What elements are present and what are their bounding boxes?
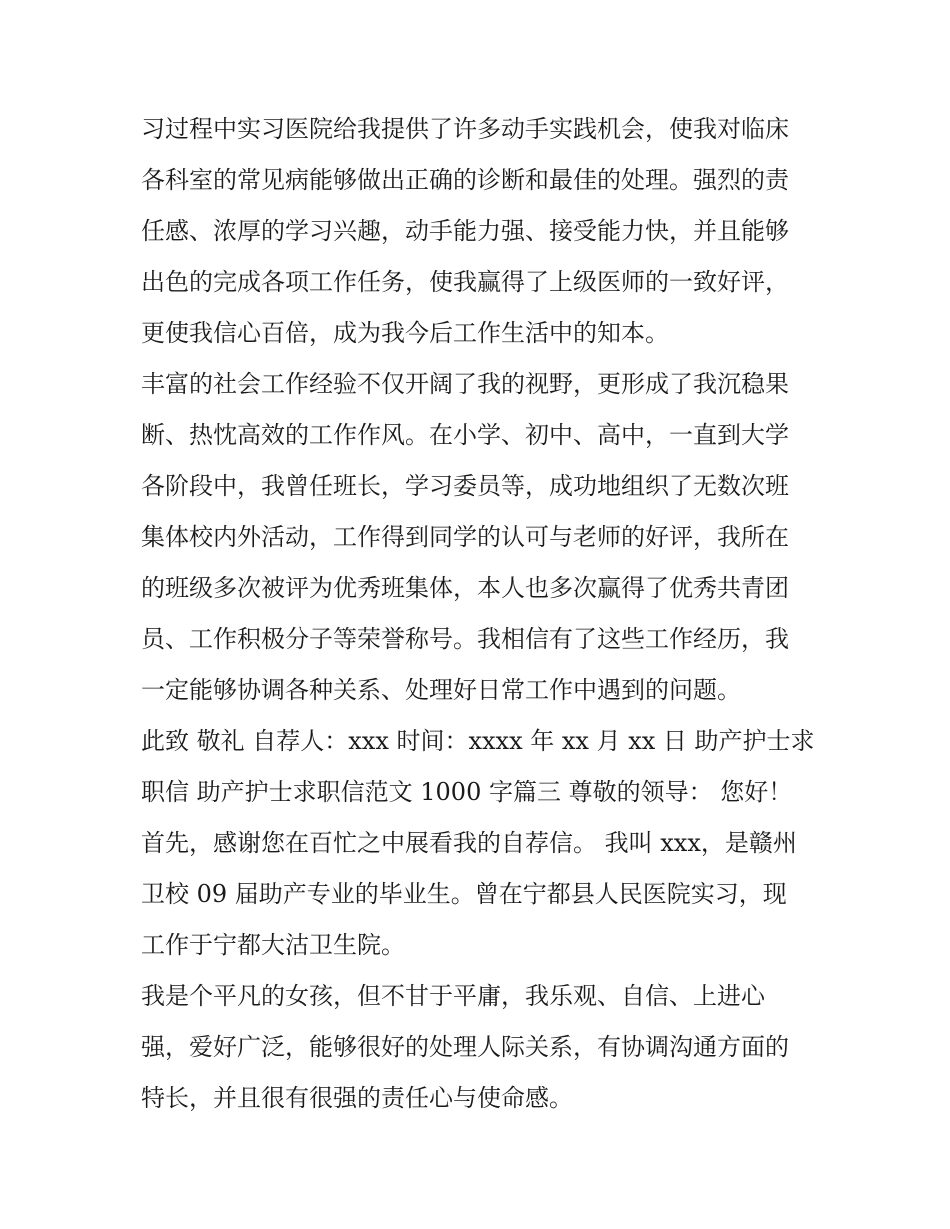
text-line: 卫校 09 届助产专业的毕业生。曾在宁都县人民医院实习，现 xyxy=(141,880,787,908)
text-line: 集体校内外活动，工作得到同学的认可与老师的好评，我所在 xyxy=(141,523,789,551)
text-line: 强，爱好广泛，能够很好的处理人际关系，有协调沟通方面的 xyxy=(141,1033,789,1061)
text-line: 首先，感谢您在百忙之中展看我的自荐信。 我叫 xxx，是赣州 xyxy=(141,829,797,857)
text-line: 员、工作积极分子等荣誉称号。我相信有了这些工作经历，我 xyxy=(141,625,789,653)
text-line: 特长，并且很有很强的责任心与使命感。 xyxy=(141,1084,573,1112)
text-line: 各科室的常见病能够做出正确的诊断和最佳的处理。强烈的责 xyxy=(141,166,789,194)
text-line: 各阶段中，我曾任班长，学习委员等，成功地组织了无数次班 xyxy=(141,472,789,500)
text-line: 一定能够协调各种关系、处理好日常工作中遇到的问题。 xyxy=(141,676,741,704)
text-line: 工作于宁都大沽卫生院。 xyxy=(141,931,405,959)
text-line: 丰富的社会工作经验不仅开阔了我的视野，更形成了我沉稳果 xyxy=(141,370,789,398)
text-line: 断、热忱高效的工作作风。在小学、初中、高中，一直到大学 xyxy=(141,421,789,449)
text-line: 习过程中实习医院给我提供了许多动手实践机会，使我对临床 xyxy=(141,115,789,143)
text-line: 任感、浓厚的学习兴趣，动手能力强、接受能力快，并且能够 xyxy=(141,217,789,245)
document-body xyxy=(141,104,821,1124)
text-line: 的班级多次被评为优秀班集体，本人也多次赢得了优秀共青团 xyxy=(141,574,789,602)
text-line: 此致 敬礼 自荐人：xxx 时间：xxxx 年 xx 月 xx 日 助产护士求 xyxy=(141,727,815,755)
text-line: 我是个平凡的女孩，但不甘于平庸，我乐观、自信、上进心 xyxy=(141,982,765,1010)
text-line: 更使我信心百倍，成为我今后工作生活中的知本。 xyxy=(141,319,669,347)
text-line: 职信 助产护士求职信范文 1000 字篇三 尊敬的领导： 您好！ xyxy=(141,778,793,806)
text-line: 出色的完成各项工作任务，使我赢得了上级医师的一致好评， xyxy=(141,268,789,296)
